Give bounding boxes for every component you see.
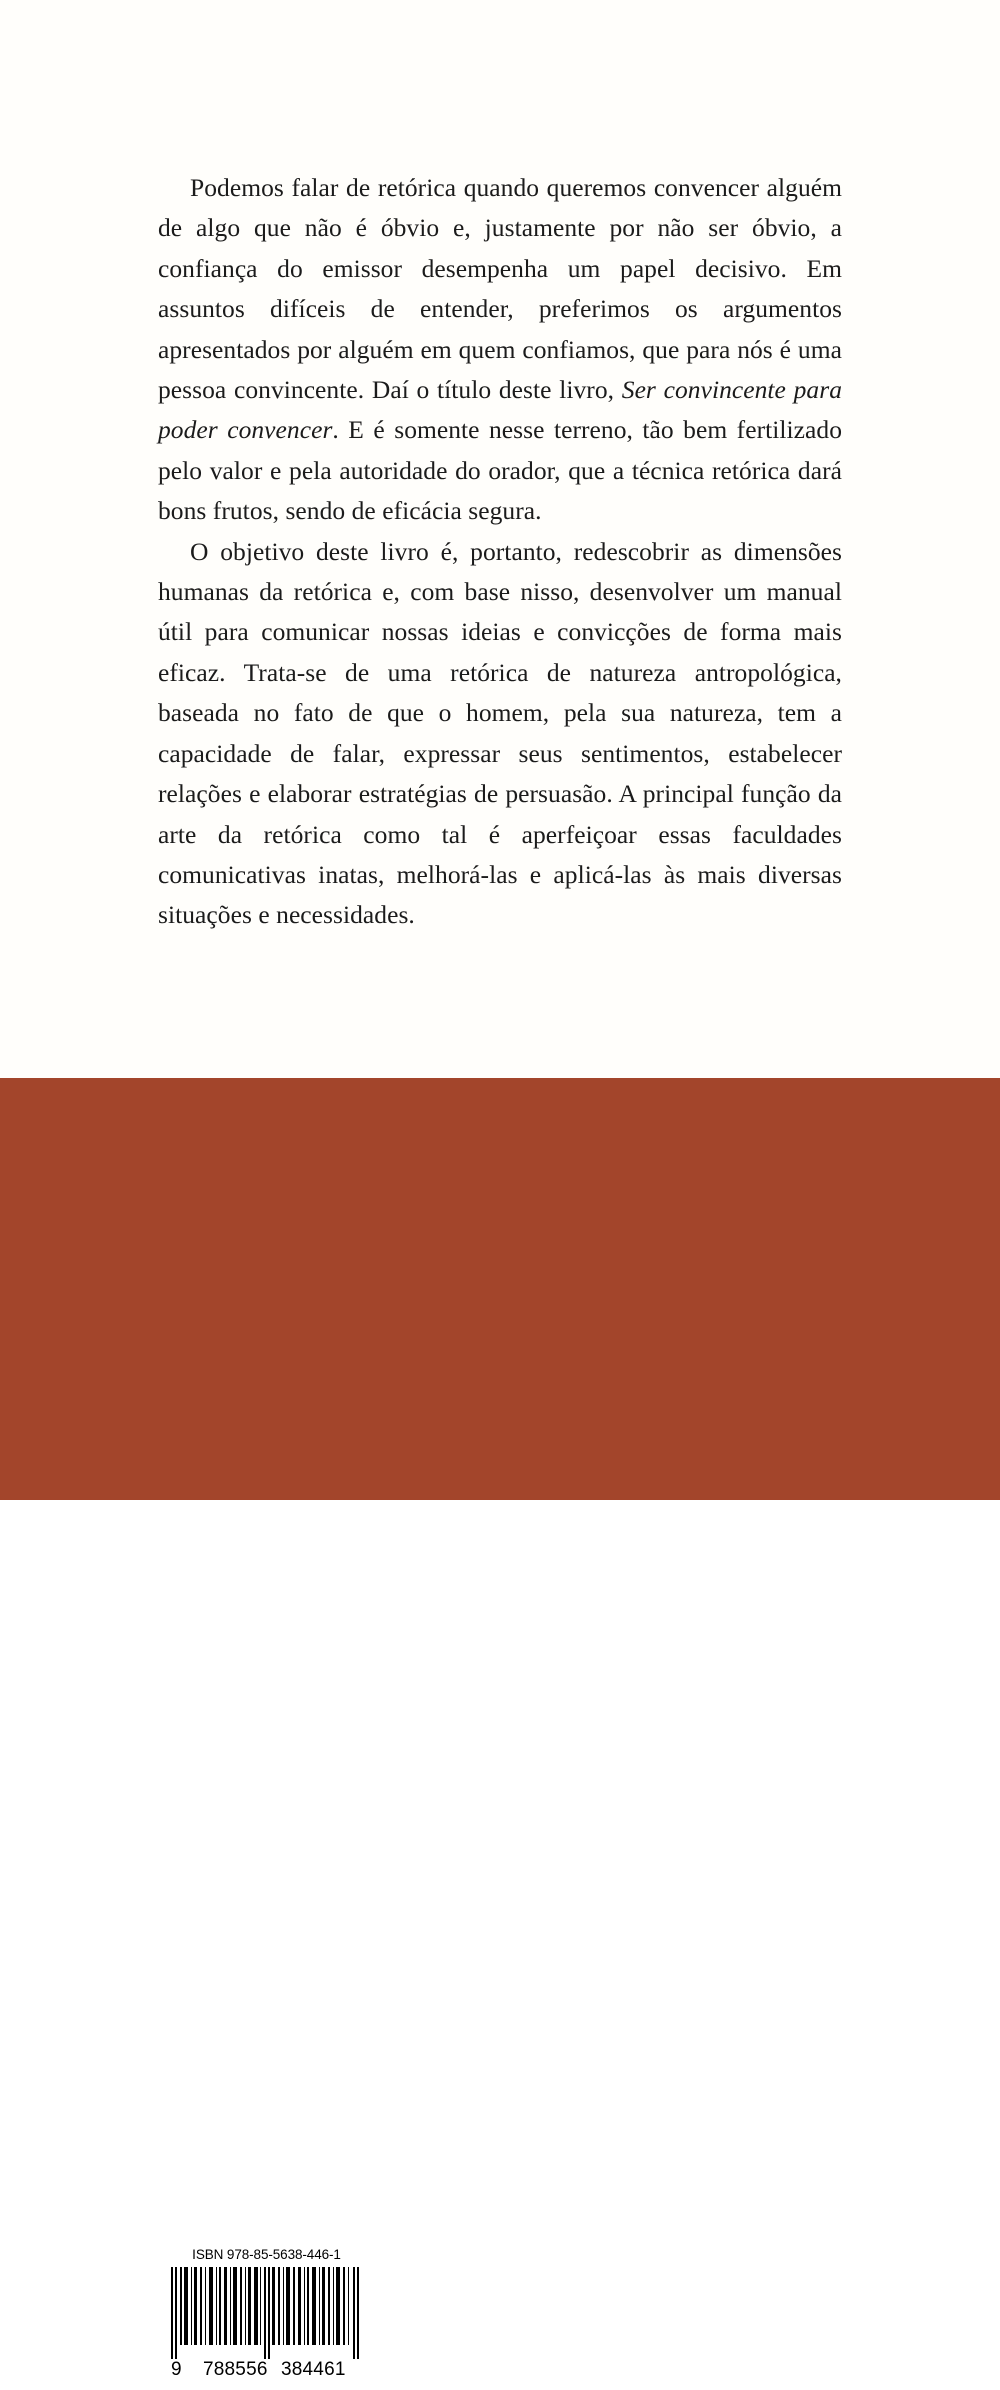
book-title-italic: Ser convincente para poder convencer — [158, 375, 842, 445]
ean-right-group: 384461 — [281, 2358, 346, 2380]
barcode-bars — [171, 2267, 362, 2359]
blurb-paragraph-1-part-1: Podemos falar de retórica quando queremos convencer alguém de algo que não é óbvio e, justamente por não ser óbvio, a confiança do emissor desempenha um papel decisivo. Em assuntos difíceis de entender, preferimos os argumentos apresentados por alguém em quem confiamos, que para nós é uma pessoa convincente. Daí o título deste livro, — [158, 173, 842, 405]
ean-lead-digit: 9 — [171, 2358, 182, 2380]
blurb-paragraph-1 — [158, 168, 842, 532]
blurb-paragraph-1-part-2: . E é somente nesse terreno, tão bem fertilizado pelo valor e pela autoridade do orador, que a técnica retórica dará bons frutos, sendo de eficácia segura. — [158, 415, 842, 526]
orange-color-band — [0, 1078, 1000, 2380]
barcode-ean-digits — [171, 2359, 362, 2381]
isbn-label: ISBN 978-85-5638-446-1 — [192, 2247, 341, 2262]
ean-left-group: 788556 — [203, 2358, 268, 2380]
isbn-barcode — [162, 2241, 371, 2390]
blurb-paragraph-2: O objetivo deste livro é, portanto, redescobrir as dimensões humanas da retórica e, com base nisso, desenvolver um manual útil para comunicar nossas ideias e convicções de forma mais eficaz. Trata-se de uma retórica de natureza antropológica, baseada no fato de que o homem, pela sua natureza, tem a capacidade de falar, expressar seus sentimentos, estabelecer relações e elaborar estratégias de persuasão. A principal função da arte da retórica como tal é aperfeiçoar essas faculdades comunicativas inatas, melhorá-las e aplicá-las às mais diversas situações e necessidades. — [158, 536, 842, 930]
blurb-text-block — [158, 168, 842, 936]
